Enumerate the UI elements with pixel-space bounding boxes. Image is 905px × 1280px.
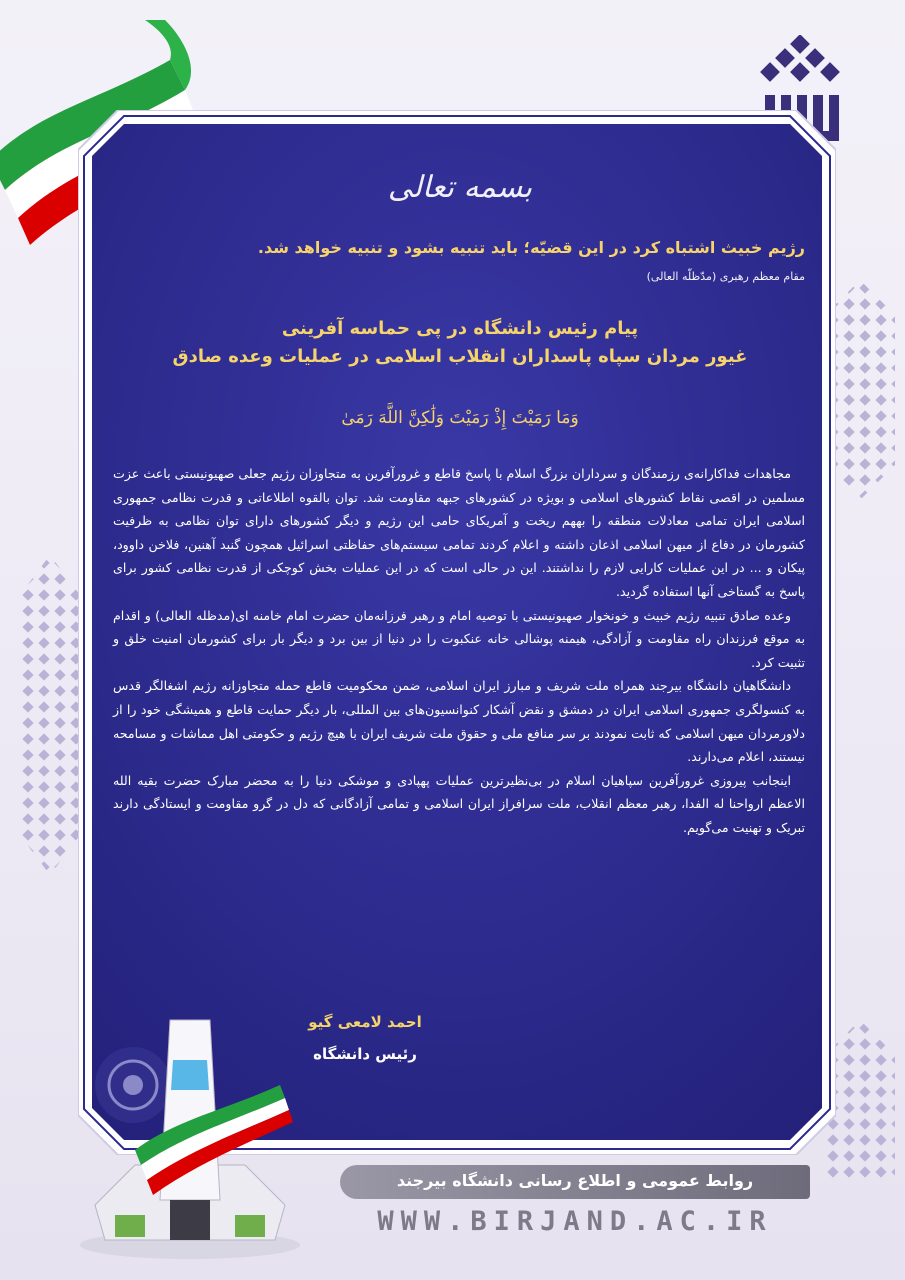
body-paragraph-2: وعده صادق تنبیه رژیم خبیث و خونخوار صهیونیستی با توصیه امام و رهبر فرزانه‌مان حضرت امام خامنه ای(مدظله العالی) و اقدام به موقع فرزندان راه مقاومت و آزادگی، هیمنه پوشالی خانه عنکبوت را در دنیا از بین برد و دیگر بار برای کشورمان امنیت خلق و تثبیت کرد. (113, 607, 805, 670)
university-monument-illustration (75, 1000, 305, 1260)
diamond-pattern-left (20, 555, 80, 875)
footer-website-url[interactable]: WWW.BIRJAND.AC.IR (377, 1206, 773, 1237)
body-paragraph-3: دانشگاهیان دانشگاه بیرجند همراه ملت شریف و مبارز ایران اسلامی، ضمن محکومیت قاطع حمله متجاوزانه رژیم اشغالگر قدس به کنسولگری جمهوری اسلامی ایران در دمشق و نقض آشکار کنوانسیون‌های بین المللی، بار دیگر حمایت قاطع و همیشگی خود را از دلاورمردان میهن اسلامی که ثابت نمودند بر سر منافع ملی و حقوق ملت شریف ایران با هیچ رژیم و حکومتی اهل مماشات و مسامحه نیستند، اعلام می‌دارند. (113, 678, 805, 765)
signature-name: احمد لامعی گیو (308, 1013, 422, 1031)
basmala: بسمه تعالی (387, 170, 533, 205)
body-paragraph-4: اینجانب پیروزی غرورآفرین سپاهیان اسلام در بی‌نظیرترین عملیات پهپادی و موشکی دنیا را به محضر مبارک حضرت بقیه الله الاعظم ارواحنا له الفدا، رهبر معظم انقلاب، ملت سرافراز ایران اسلامی و تمامی آزادگانی که دل در گرو مقاومت و ایستادگی دارند تبریک و تهنیت می‌گویم. (113, 772, 805, 835)
message-body (113, 462, 805, 840)
message-title-line1: پیام رئیس دانشگاه در پی حماسه آفرینی (281, 318, 639, 339)
message-content (115, 170, 805, 1100)
footer-department: روابط عمومی و اطلاع رسانی دانشگاه بیرجند (396, 1171, 754, 1190)
message-title-line2: غیور مردان سپاه پاسداران انقلاب اسلامی در عملیات وعده صادق (172, 346, 748, 367)
signature-title: رئیس دانشگاه (313, 1045, 417, 1063)
leader-quote: رژیم خبیث اشتباه کرد در این قضیّه؛ باید تنبیه بشود و تنبیه خواهد شد. (257, 238, 805, 257)
quran-verse: وَمَا رَمَيْتَ إِذْ رَمَيْتَ وَلَٰكِنَّ اللَّهَ رَمَىٰ (341, 408, 579, 428)
footer-department-bar (340, 1165, 810, 1199)
quote-source: مقام معظم رهبری (مدّظلّه العالی) (646, 270, 805, 283)
body-paragraph-1: مجاهدات فداکارانه‌ی رزمندگان و سرداران بزرگ اسلام با پاسخ قاطع و غرورآفرین به متجاوزان رژیم جعلی صهیونیستی باعث عزت مسلمین در اقصی نقاط کشورهای اسلامی و بویژه در کشورهای جبهه مقاومت شد. توان بالقوه اطلاعاتی و قدرت نظامی جمهوری اسلامی ایران تمامی معادلات منطقه را بههم ریخت و آمریکای حامی این رژیم و دیگر کشورهای دارای توان نظامی به ظرفیت کشورمان در دفاع از میهن اسلامی اذعان داشته و اعلام کردند تمامی سیستم‌های حفاظتی اسرائیل همچون گنبد آهنین، فلاخن داوود، پیکان و ... در این عملیات کارایی لازم را نداشتند. این در حالی است که در این عملیات بخش کوچکی از قدرت نظامی کشور برای پاسخ به گستاخی آنها استفاده گردید. (113, 466, 805, 599)
